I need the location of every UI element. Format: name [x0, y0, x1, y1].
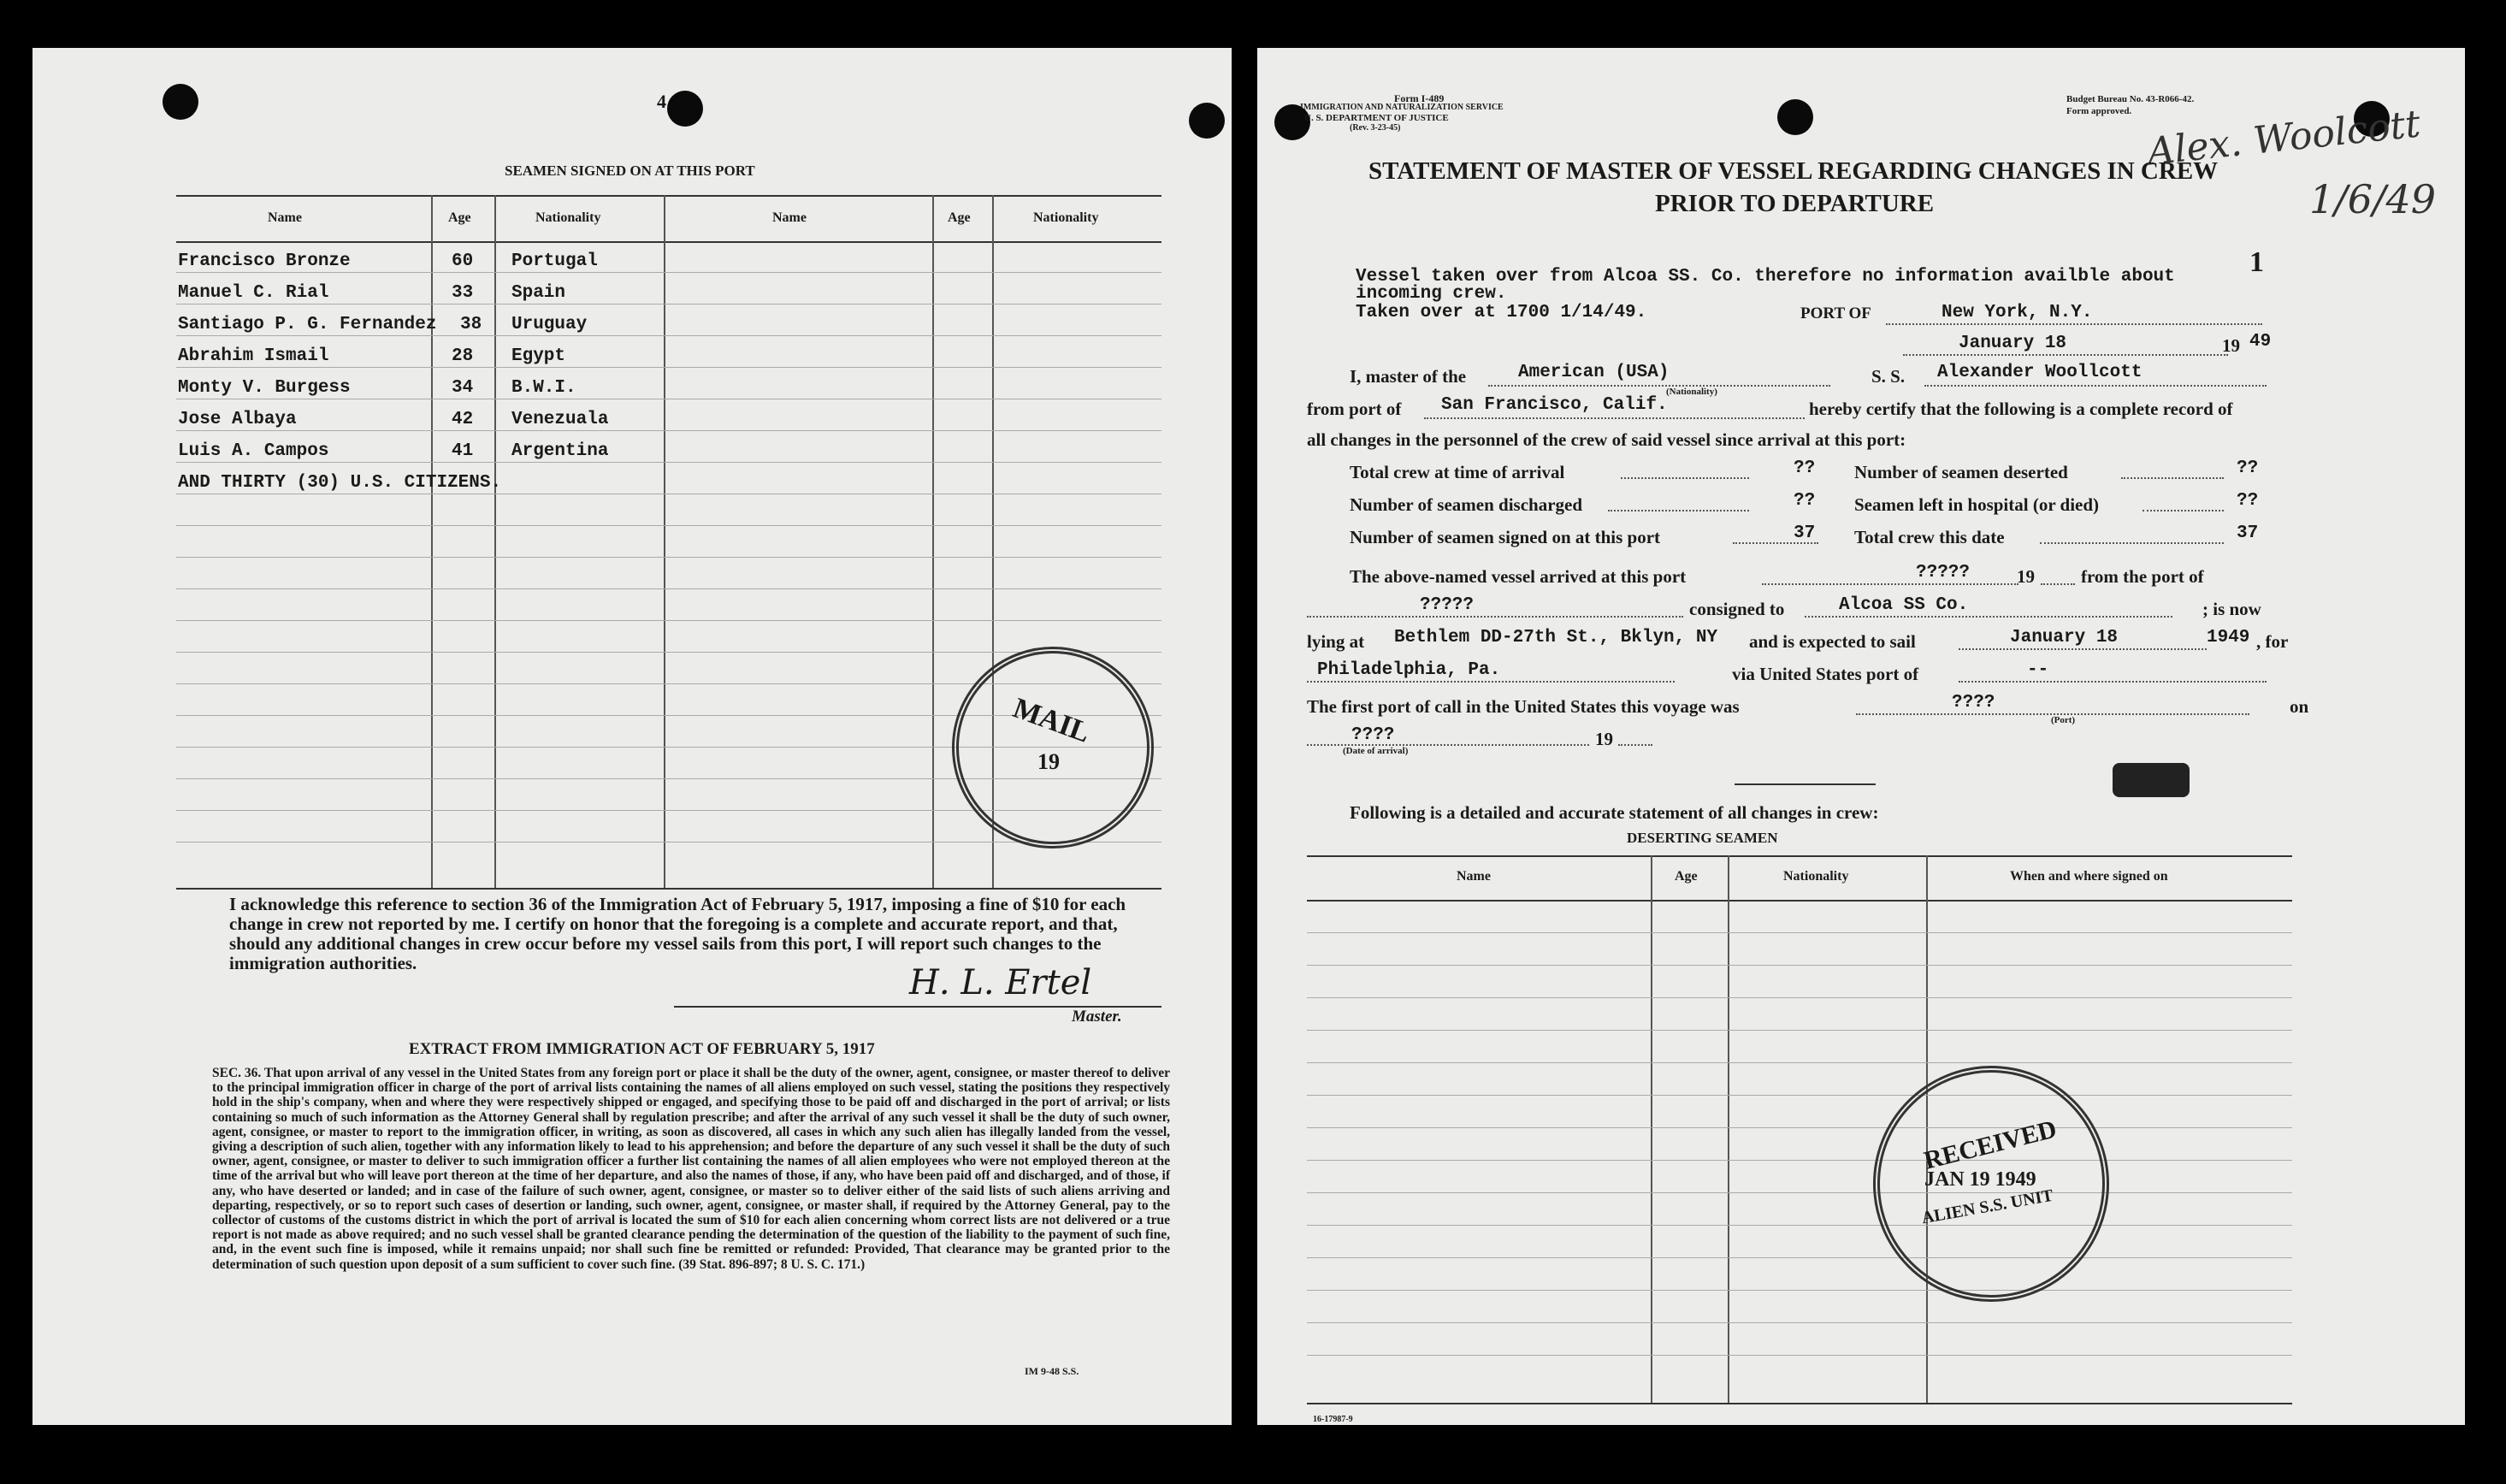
page-no: 1: [2249, 246, 2264, 278]
table-row-age: 42: [452, 410, 474, 429]
deserting-header-nationality: Nationality: [1783, 869, 1849, 884]
ss-label: S. S.: [1871, 366, 1906, 387]
lying-value: Bethlem DD-27th St., Bklyn, NY: [1394, 628, 1718, 647]
right-footer-code: 16-17987-9: [1313, 1415, 1353, 1424]
consigned-label: consigned to: [1689, 599, 1785, 619]
signed-on-label: Number of seamen signed on at this port: [1350, 527, 1661, 547]
via-value: --: [2027, 660, 2049, 680]
port-of-label: PORT OF: [1800, 304, 1871, 322]
sail-year: 1949: [2207, 628, 2250, 647]
vessel-name: Alexander Woollcott: [1937, 363, 2143, 382]
total-arrival-label: Total crew at time of arrival: [1350, 462, 1565, 482]
department: U. S. DEPARTMENT OF JUSTICE: [1304, 113, 1449, 123]
table-row-age: 41: [452, 441, 474, 461]
master-signature: H. L. Ertel: [909, 963, 1092, 1002]
table-row-name: Monty V. Burgess: [178, 378, 351, 398]
punch-hole: [1777, 99, 1813, 135]
col-header-age-2: Age: [948, 210, 971, 225]
taken-over-note: Taken over at 1700 1/14/49.: [1356, 303, 1647, 322]
master-label: Master.: [1072, 1008, 1122, 1026]
mail-stamp-text: MAIL: [1008, 692, 1095, 749]
nationality-caption: (Nationality): [1666, 387, 1717, 397]
sail-label: and is expected to sail: [1749, 631, 1916, 652]
is-now-label: ; is now: [2202, 599, 2261, 619]
hospital-label: Seamen left in hospital (or died): [1854, 494, 2100, 515]
deserted-label: Number of seamen deserted: [1854, 462, 2068, 482]
discharged-label: Number of seamen discharged: [1350, 494, 1583, 515]
acknowledgement-text: I acknowledge this reference to section 36 of the Immigration Act of February 5, 1917, imposing a fine of $10 for each change in crew not reported by me. I certify on honor that the foregoing is a complete and accurate report, and that, should any additional changes in crew occur before my vessel sails from this port, I will report such changes to the immigration authorities.: [229, 894, 1126, 973]
total-today-label: Total crew this date: [1854, 527, 2005, 547]
received-stamp-line3: ALIEN S.S. UNIT: [1920, 1185, 2055, 1228]
extract-title: EXTRACT FROM IMMIGRATION ACT OF FEBRUARY 5, 1917: [409, 1040, 875, 1058]
from-port-label: from port of: [1307, 399, 1402, 419]
table-row-name: Abrahim Ismail: [178, 346, 329, 366]
table-row-age: 33: [452, 283, 474, 303]
col-header-nationality: Nationality: [535, 210, 601, 225]
mail-stamp-day: 19: [1037, 749, 1060, 774]
table-row-nationality: Spain: [511, 283, 566, 303]
punch-hole: [1189, 103, 1225, 139]
destination-value: Philadelphia, Pa.: [1317, 660, 1501, 680]
received-stamp: [1873, 1066, 2109, 1302]
table-row-nationality: Argentina: [511, 441, 609, 461]
table-row-age: 34: [452, 378, 474, 398]
citizens-note: AND THIRTY (30) U.S. CITIZENS.: [178, 473, 502, 493]
port-of-value: New York, N.Y.: [1942, 303, 2093, 322]
ink-blot: [2113, 763, 2190, 797]
nationality-value: American (USA): [1518, 363, 1670, 382]
vessel-note: Vessel taken over from Alcoa SS. Co. therefore no information availble about incoming crew.: [1356, 267, 2175, 304]
discharged-value: ??: [1794, 491, 1816, 511]
law-text: SEC. 36. That upon arrival of any vessel in the United States from any foreign port or place it shall be the duty of the owner, agent, consignee, or master thereof to deliver to the principal immigration officer in charge of the port of arrival lists containing the names of all aliens employed on such vessel, stating the positions they respectively hold in the ship's company, when and where they were respectively shipped or engaged, and specifying those to be paid off and discharged in the port of arrival; or lists containing so much of such information as the Attorney General shall by regulation prescribe; and after the arrival of any such vessel it shall be the duty of such owner, agent, consignee, or master to report to the immigration officer, in writing, as soon as discovered, all cases in which any such alien has illegally landed from the vessel, giving a description of such alien, together with any information likely to lead to his apprehension; and before the departure of any such vessel it shall be the duty of such owner, agent, consignee, or master to deliver to such immigration officer a further list containing the names of all alien employees who were not employed thereon at the time of the arrival but who will leave port thereon at the time of her departure, and also the names of those, if any, who have been paid off and discharged, and of those, if any, who have deserted or landed; and in case of the failure of such owner, agent, consignee, or master so to deliver either of the said lists of such aliens arriving and departing, respectively, or so to report such cases of desertion or landing, such owner, agent, consignee, or master shall, if required by the Attorney General, pay to the collector of customs of the customs district in which the port of arrival is located the sum of $10 for each alien concerning whom correct lists are not delivered or a true report is not made as above required; and no such vessel shall be granted clearance pending the determination of the question of the liability to the payment of such fine, and, in the event such fine is imposed, while it remains unpaid; nor shall such fine be remitted or refunded: Provided, That clearance may be granted prior to the determination of such question upon deposit of a sum sufficient to cover such fine. (39 Stat. 896-897; 8 U. S. C. 171.): [212, 1066, 1170, 1272]
col-header-nationality-2: Nationality: [1033, 210, 1099, 225]
deserting-header-name: Name: [1457, 869, 1491, 884]
from-port-value: San Francisco, Calif.: [1441, 395, 1668, 415]
via-label: via United States port of: [1732, 664, 1919, 684]
table-row-nationality: Portugal: [511, 251, 598, 271]
port-caption: (Port): [2051, 715, 2076, 725]
date-value: January 18: [1959, 334, 2067, 353]
sail-value: January 18: [2010, 628, 2119, 647]
deserting-header-when-where: When and where signed on: [2010, 869, 2168, 884]
col-header-age: Age: [448, 210, 471, 225]
handwritten-date: 1/6/49: [2309, 176, 2437, 222]
received-stamp-line1: RECEIVED: [1921, 1114, 2060, 1175]
col-header-name-2: Name: [772, 210, 807, 225]
table-row-age: 38: [460, 315, 482, 334]
from-port-of-label: from the port of: [2081, 566, 2204, 587]
on-label: on: [2290, 696, 2309, 717]
year-value: 49: [2249, 332, 2272, 352]
date-arrival-value: ????: [1351, 725, 1395, 745]
year-prefix: 19: [2222, 335, 2240, 356]
table-row-name: Santiago P. G. Fernandez: [178, 315, 437, 334]
left-page: [33, 48, 1232, 1425]
total-arrival-value: ??: [1794, 458, 1816, 478]
table-row-name: Luis A. Campos: [178, 441, 329, 461]
form-title: STATEMENT OF MASTER OF VESSEL REGARDING CHANGES IN CREW: [1368, 157, 2219, 185]
table-row-nationality: Egypt: [511, 346, 566, 366]
arrived-year-prefix: 19: [2017, 566, 2035, 587]
mail-stamp: [952, 647, 1154, 848]
date-arrival-year-prefix: 19: [1595, 729, 1613, 749]
first-port-value: ????: [1952, 693, 1995, 712]
following-text: Following is a detailed and accurate statement of all changes in crew:: [1350, 802, 1879, 823]
certify-text-2: all changes in the personnel of the crew of said vessel since arrival at this port:: [1307, 429, 1906, 450]
received-stamp-line2: JAN 19 1949: [1924, 1168, 2036, 1191]
certify-text: hereby certify that the following is a complete record of: [1809, 399, 2233, 419]
table-row-nationality: Venezuala: [511, 410, 609, 429]
consigned-value: Alcoa SS Co.: [1839, 595, 1969, 615]
for-label: , for: [2256, 631, 2289, 652]
right-page: [1257, 48, 2465, 1425]
master-of-label: I, master of the: [1350, 366, 1467, 387]
page-number: 4: [657, 91, 666, 112]
table-row-age: 28: [452, 346, 474, 366]
agency: IMMIGRATION AND NATURALIZATION SERVICE: [1300, 103, 1504, 112]
form-number: Form I-489: [1394, 92, 1445, 104]
deserted-value: ??: [2237, 458, 2259, 478]
col-header-name: Name: [268, 210, 302, 225]
lying-label: lying at: [1307, 631, 1365, 652]
form-subtitle: PRIOR TO DEPARTURE: [1655, 190, 1935, 217]
deserting-header-age: Age: [1675, 869, 1698, 884]
table-row-nationality: B.W.I.: [511, 378, 576, 398]
seamen-signed-title: SEAMEN SIGNED ON AT THIS PORT: [505, 163, 755, 179]
revision: (Rev. 3-23-45): [1350, 123, 1401, 133]
hospital-value: ??: [2237, 491, 2259, 511]
budget-number: Budget Bureau No. 43-R066-42.: [2066, 94, 2195, 104]
table-row-nationality: Uruguay: [511, 315, 588, 334]
from-port-of-value: ?????: [1420, 595, 1475, 615]
total-today-value: 37: [2237, 523, 2259, 543]
first-port-label: The first port of call in the United States this voyage was: [1307, 696, 1740, 717]
date-arrival-caption: (Date of arrival): [1343, 746, 1409, 756]
arrived-value: ?????: [1916, 563, 1971, 582]
table-row-name: Francisco Bronze: [178, 251, 351, 271]
deserting-title: DESERTING SEAMEN: [1627, 830, 1778, 846]
form-approved: Form approved.: [2066, 106, 2132, 116]
handwritten-name: Alex. Woolcott: [2145, 102, 2423, 174]
punch-hole: [667, 91, 703, 127]
footer-code: IM 9-48 S.S.: [1025, 1365, 1079, 1377]
signed-on-value: 37: [1794, 523, 1816, 543]
table-row-age: 60: [452, 251, 474, 271]
punch-hole: [163, 84, 198, 120]
table-row-name: Manuel C. Rial: [178, 283, 329, 303]
table-row-name: Jose Albaya: [178, 410, 297, 429]
arrived-label: The above-named vessel arrived at this port: [1350, 566, 1687, 587]
